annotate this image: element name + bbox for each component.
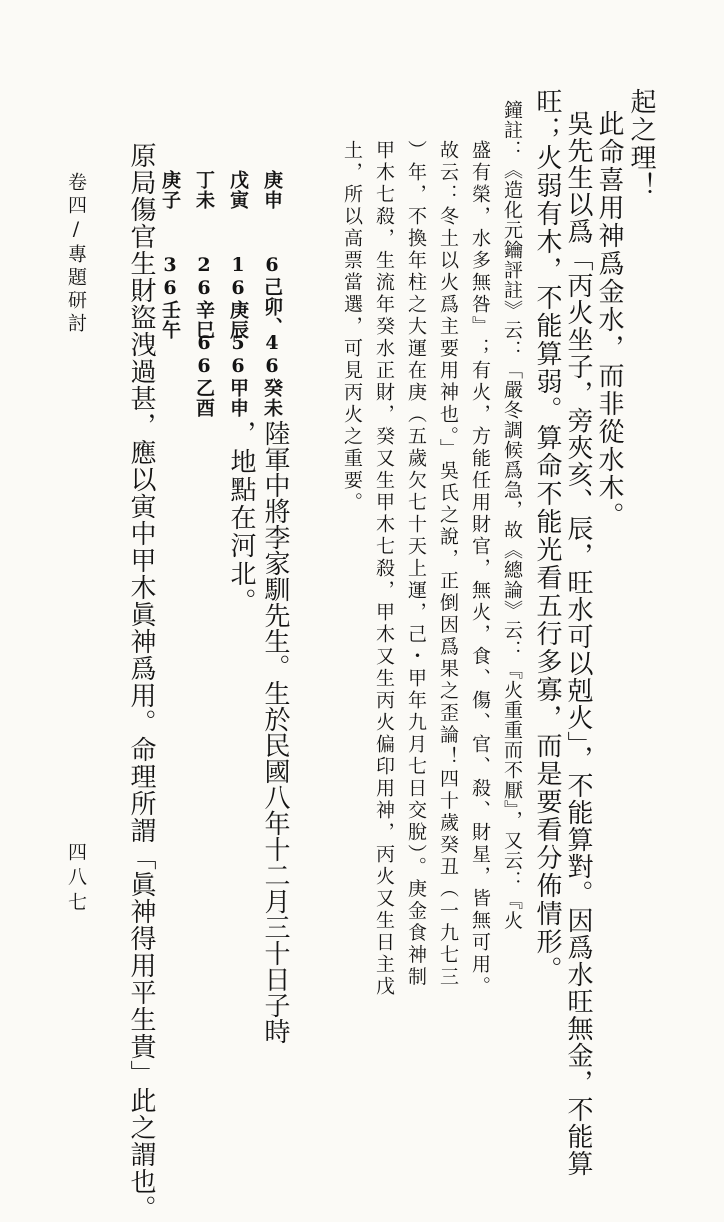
intro-line-1: 起之理！: [626, 88, 656, 200]
quote-line-5: 甲木七殺，生流年癸水正財，癸又生甲木七殺，甲木又生丙火偏印用神，丙火又生日主戊: [373, 140, 395, 998]
pillar-month: 戊寅: [227, 170, 249, 210]
quote-line-2: 盛有榮，水多無咎』；有火，方能任用財官，無火，食、傷、官、殺、財星，皆無可用。: [469, 140, 491, 998]
case-intro: 陸軍中將李家馴先生。生於民國八年十二月三十日子時: [260, 420, 290, 1044]
intro-line-4: 旺；火弱有木，不能算弱。算命不能光看五行多寡，而是要看分佈情形。: [532, 88, 562, 984]
intro-line-2: 此命喜用神爲金水，而非從水木。: [594, 110, 624, 530]
page-number: 四八七: [65, 842, 87, 917]
luck-pillar-2: 16庚辰: [227, 254, 249, 340]
quote-line-4: ）年，不換年柱之大運在庚（五歲欠七十天上運，己・甲年九月七日交脫）。庚金食神制: [405, 140, 427, 989]
luck-pillar-5: 46癸未: [261, 332, 283, 418]
luck-pillar-6: 56甲申: [227, 332, 249, 418]
pillar-year: 庚申: [261, 170, 283, 210]
intro-line-3: 吳先生以爲「丙火坐子，旁夾亥、辰，旺水可以剋火」，不能算對。因爲水旺無金，不能算: [563, 110, 593, 1177]
case-place: ，地點在河北。: [226, 420, 256, 616]
luck-pillar-4: 36壬午: [159, 254, 181, 340]
quote-line-3: 故云：冬土以火爲主要用神也。」吳氏之說，正倒因爲果之歪論！四十歲癸丑（一九七三: [437, 140, 459, 989]
quote-line-6: 土，所以高票當選，可見丙火之重要。: [341, 140, 363, 514]
conclusion-line-1: 原局傷官生財盜洩過甚，應以寅中甲木眞神爲用。命理所謂「眞神得用平生貴」此之謂也。: [126, 142, 156, 1222]
quote-line-1: 鐘註：《造化元鑰評註》云：「嚴冬調候爲急，故《總論》云：『火重重而不厭』，又云：『火: [501, 100, 523, 931]
running-header: 卷四/專題研討: [65, 172, 87, 336]
luck-pillar-3: 26辛巳: [193, 254, 215, 340]
luck-pillar-7: 66乙酉: [193, 332, 215, 418]
pillar-hour: 庚子: [159, 170, 181, 210]
luck-pillar-1: 6己卯、: [261, 254, 283, 337]
pillar-day: 丁未: [193, 170, 215, 210]
